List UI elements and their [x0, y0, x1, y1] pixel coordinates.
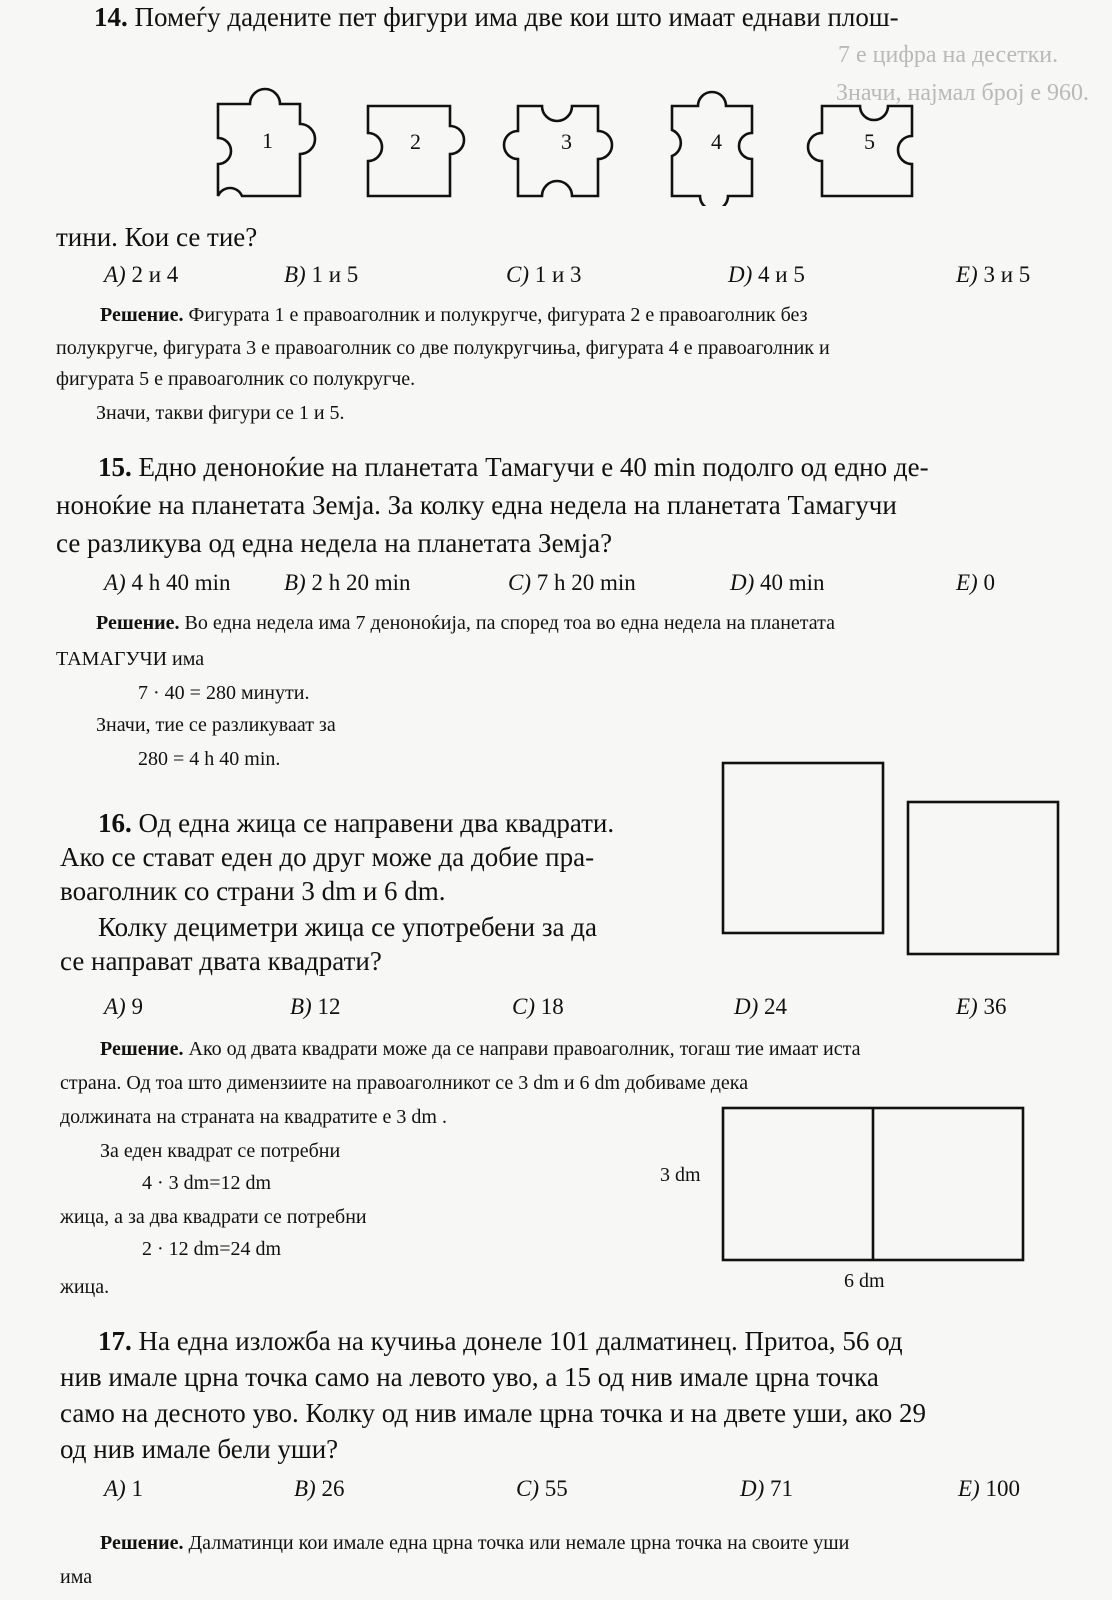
- q16-text-line: 16. Од една жица се направени два квадрати.: [98, 808, 615, 838]
- q16-solution: Решение. Ако од двата квадрати може да се направи правоаголник, тогаш тие имаат иста: [100, 1038, 861, 1060]
- figure-5: [808, 106, 912, 196]
- option-c[interactable]: C) 1 и 3: [506, 262, 582, 287]
- q14-solution: фигурата 5 е правоаголник со полукругче.: [56, 368, 416, 390]
- option-b[interactable]: B) 26: [294, 1476, 345, 1501]
- q14-text: Помеѓу дадените пет фигури има две кои што имаат еднави плош-: [134, 2, 899, 32]
- option-d[interactable]: D) 71: [740, 1476, 794, 1501]
- option-a[interactable]: A) 2 и 4: [104, 262, 179, 287]
- q14-solution: Значи, такви фигури се 1 и 5.: [96, 402, 345, 424]
- q16-solution: За еден квадрат се потребни: [100, 1140, 341, 1162]
- q15-solution: Решение. Во една недела има 7 деноноќија, па според тоа во една недела на планетата: [96, 612, 835, 634]
- q17-text-line: само на десното уво. Колку од нив имале црна точка и на двете уши, ако 29: [60, 1398, 927, 1428]
- q16-solution: должината на страната на квадратите е 3 dm .: [60, 1106, 447, 1128]
- option-b[interactable]: B) 2 h 20 min: [284, 570, 411, 595]
- q16-solution: страна. Од тоа што димензиите на правоаголникот се 3 dm и 6 dm добиваме дека: [60, 1072, 749, 1094]
- figure-label: 1: [262, 128, 273, 153]
- option-e[interactable]: E) 3 и 5: [956, 262, 1031, 287]
- figure-label: 5: [864, 129, 875, 154]
- q16-squares-figure: [720, 760, 1080, 960]
- q15-solution: 280 = 4 h 40 min.: [138, 748, 281, 770]
- option-d[interactable]: D) 40 min: [730, 570, 825, 595]
- option-b[interactable]: B) 1 и 5: [284, 262, 359, 287]
- figure-label: 3: [561, 129, 572, 154]
- q16-text-line: Колку дециметри жица се употребени за да: [98, 912, 597, 942]
- q16-text-line: воаголник со страни 3 dm и 6 dm.: [60, 876, 446, 906]
- q14-text-line: тини. Кои се тие?: [56, 222, 258, 252]
- q14-solution: Решение. Фигурата 1 е правоаголник и полукругче, фигурата 2 е правоаголник без: [100, 304, 808, 326]
- option-e[interactable]: E) 100: [958, 1476, 1020, 1501]
- q15-solution: ТАМАГУЧИ има: [56, 648, 205, 670]
- q15-solution: Значи, тие се разликуваат за: [96, 714, 336, 736]
- q16-text-line: Ако се стават еден до друг може да добие пра-: [60, 842, 595, 872]
- option-c[interactable]: C) 55: [516, 1476, 568, 1501]
- figure-label: 4: [711, 129, 722, 154]
- ghost-line: Значи, најмал број е 960.: [836, 80, 1090, 106]
- q17-text-line: 17. На една изложба на кучиња донеле 101 далматинец. Притоа, 56 од: [98, 1326, 903, 1356]
- option-c[interactable]: C) 18: [512, 994, 564, 1019]
- option-a[interactable]: A) 4 h 40 min: [104, 570, 231, 595]
- square-2: [908, 802, 1058, 954]
- q17-solution: има: [60, 1566, 93, 1588]
- q16-rectangle-figure: [720, 1104, 1040, 1274]
- option-d[interactable]: D) 4 и 5: [728, 262, 805, 287]
- q17-solution: Решение. Далматинци кои имале една црна точка или немале црна точка на своите уши: [100, 1532, 850, 1554]
- q16-solution: жица.: [60, 1276, 110, 1298]
- option-a[interactable]: A) 1: [104, 1476, 143, 1501]
- option-d[interactable]: D) 24: [734, 994, 788, 1019]
- q14-number: 14.: [94, 2, 128, 32]
- q17-text-line: нив имале црна точка само на левото уво, а 15 од нив имале црна точка: [60, 1362, 879, 1392]
- dimension-label-height: 3 dm: [660, 1164, 701, 1186]
- option-e[interactable]: E) 0: [956, 570, 995, 595]
- q15-solution: 7 · 40 = 280 минути.: [138, 682, 310, 704]
- q16-solution: 4 · 3 dm=12 dm: [142, 1172, 272, 1194]
- q15-text-line: ноноќие на планетата Земја. За колку една недела на планетата Тамагучи: [56, 490, 897, 520]
- figure-label: 2: [410, 129, 421, 154]
- option-a[interactable]: A) 9: [104, 994, 143, 1019]
- q14-solution: полукругче, фигурата 3 е правоаголник со две полукругчиња, фигурата 4 е правоаголник и: [56, 337, 830, 359]
- dimension-label-width: 6 dm: [844, 1270, 885, 1292]
- q14-figures: [200, 76, 1100, 206]
- q15-text-line: 15. Едно деноноќие на планетата Тамагучи е 40 min подолго од едно де-: [98, 452, 929, 482]
- ghost-line: 7 е цифра на десетки.: [838, 42, 1059, 68]
- q16-solution: жица, а за два квадрати се потребни: [60, 1206, 367, 1228]
- q14-text-line: [94, 2, 899, 33]
- q16-text-line: се направат двата квадрати?: [60, 946, 382, 976]
- figure-3: [504, 106, 612, 196]
- option-c[interactable]: C) 7 h 20 min: [508, 570, 636, 595]
- option-e[interactable]: E) 36: [956, 994, 1007, 1019]
- option-b[interactable]: B) 12: [290, 994, 341, 1019]
- square-1: [723, 763, 883, 933]
- q17-text-line: од нив имале бели уши?: [60, 1434, 339, 1464]
- q16-solution: 2 · 12 dm=24 dm: [142, 1238, 282, 1260]
- q15-text-line: се разликува од една недела на планетата Земја?: [56, 528, 613, 558]
